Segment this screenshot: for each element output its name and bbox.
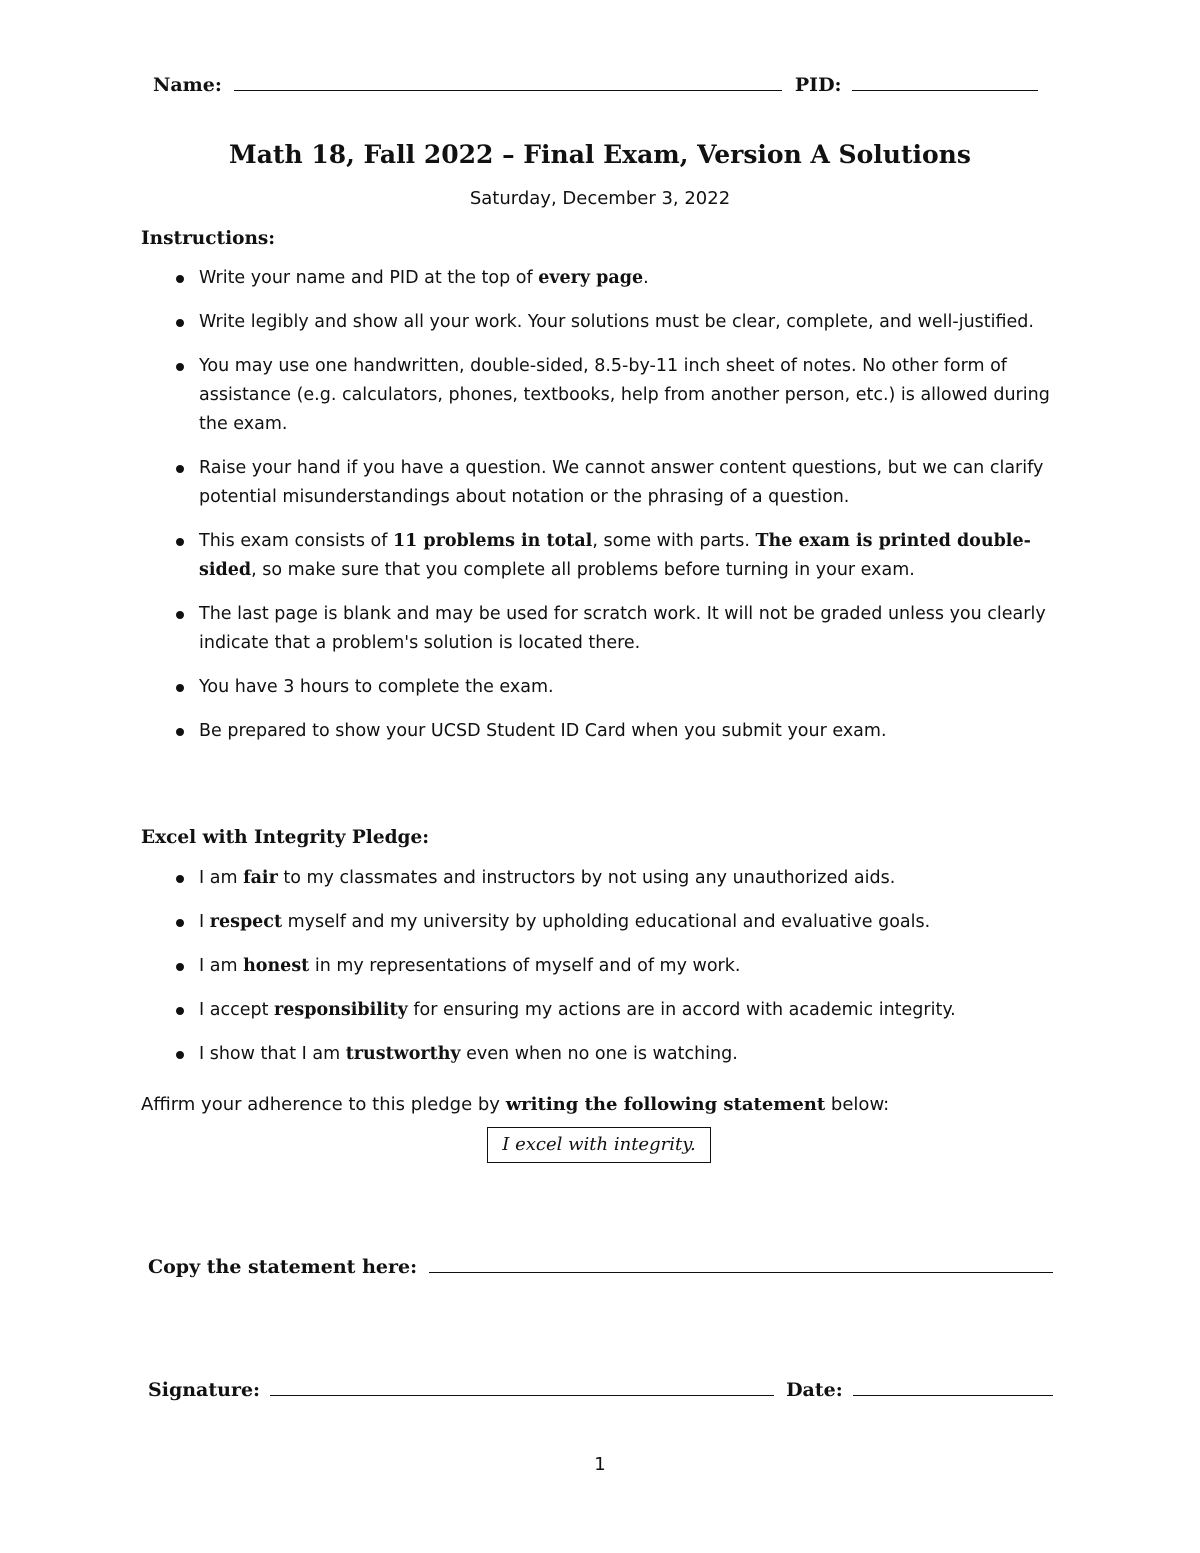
signature-label: Signature: [148, 1379, 261, 1401]
list-item: I show that I am trustworthy even when no one is watching. [141, 1040, 1066, 1069]
list-item: You have 3 hours to complete the exam. [141, 673, 1066, 702]
pid-label: PID: [794, 74, 842, 96]
list-item: The last page is blank and may be used for scratch work. It will not be graded unless you clearly indicate that a problem's solution is located there. [141, 600, 1066, 658]
copy-statement-label: Copy the statement here: [148, 1256, 418, 1278]
date-field[interactable] [853, 1395, 1053, 1396]
name-label: Name: [153, 74, 222, 96]
list-item: I accept responsibility for ensuring my actions are in accord with academic integrity. [141, 996, 1066, 1025]
signature-row [148, 1375, 1053, 1401]
exam-date: Saturday, December 3, 2022 [469, 188, 731, 209]
list-item: Write legibly and show all your work. Your solutions must be clear, complete, and well-justified. [141, 308, 1066, 337]
integrity-statement-box: I excel with integrity. [487, 1127, 711, 1163]
instructions-heading: Instructions: [141, 228, 276, 249]
list-item: I am fair to my classmates and instructors by not using any unauthorized aids. [141, 864, 1066, 893]
list-item: Write your name and PID at the top of every page. [141, 264, 1066, 293]
list-item: This exam consists of 11 problems in total, some with parts. The exam is printed double-sided, so make sure that you complete all problems before turning in your exam. [141, 527, 1066, 585]
affirm-text: Affirm your adherence to this pledge by writing the following statement below: [141, 1094, 890, 1115]
page-title: Math 18, Fall 2022 – Final Exam, Version A Solutions [229, 140, 971, 169]
list-item: I respect myself and my university by upholding educational and evaluative goals. [141, 908, 1066, 937]
instructions-list [141, 264, 1066, 761]
list-item: Raise your hand if you have a question. We cannot answer content questions, but we can clarify potential misunderstandings about notation or the phrasing of a question. [141, 454, 1066, 512]
list-item: Be prepared to show your UCSD Student ID Card when you submit your exam. [141, 717, 1066, 746]
signature-field[interactable] [270, 1395, 774, 1396]
list-item: You may use one handwritten, double-sided, 8.5-by-11 inch sheet of notes. No other form of assistance (e.g. calculators, phones, textbooks, help from another person, etc.) is allowed during the exam. [141, 352, 1066, 439]
date-label: Date: [786, 1379, 843, 1401]
pledge-heading: Excel with Integrity Pledge: [141, 827, 430, 848]
copy-statement-row [148, 1252, 1053, 1278]
list-item: I am honest in my representations of myself and of my work. [141, 952, 1066, 981]
page-number: 1 [594, 1454, 606, 1475]
pledge-list [141, 864, 1066, 1084]
copy-statement-field[interactable] [429, 1272, 1053, 1273]
pid-field[interactable] [852, 90, 1038, 91]
name-field[interactable] [234, 90, 782, 91]
name-pid-row [153, 70, 1048, 96]
